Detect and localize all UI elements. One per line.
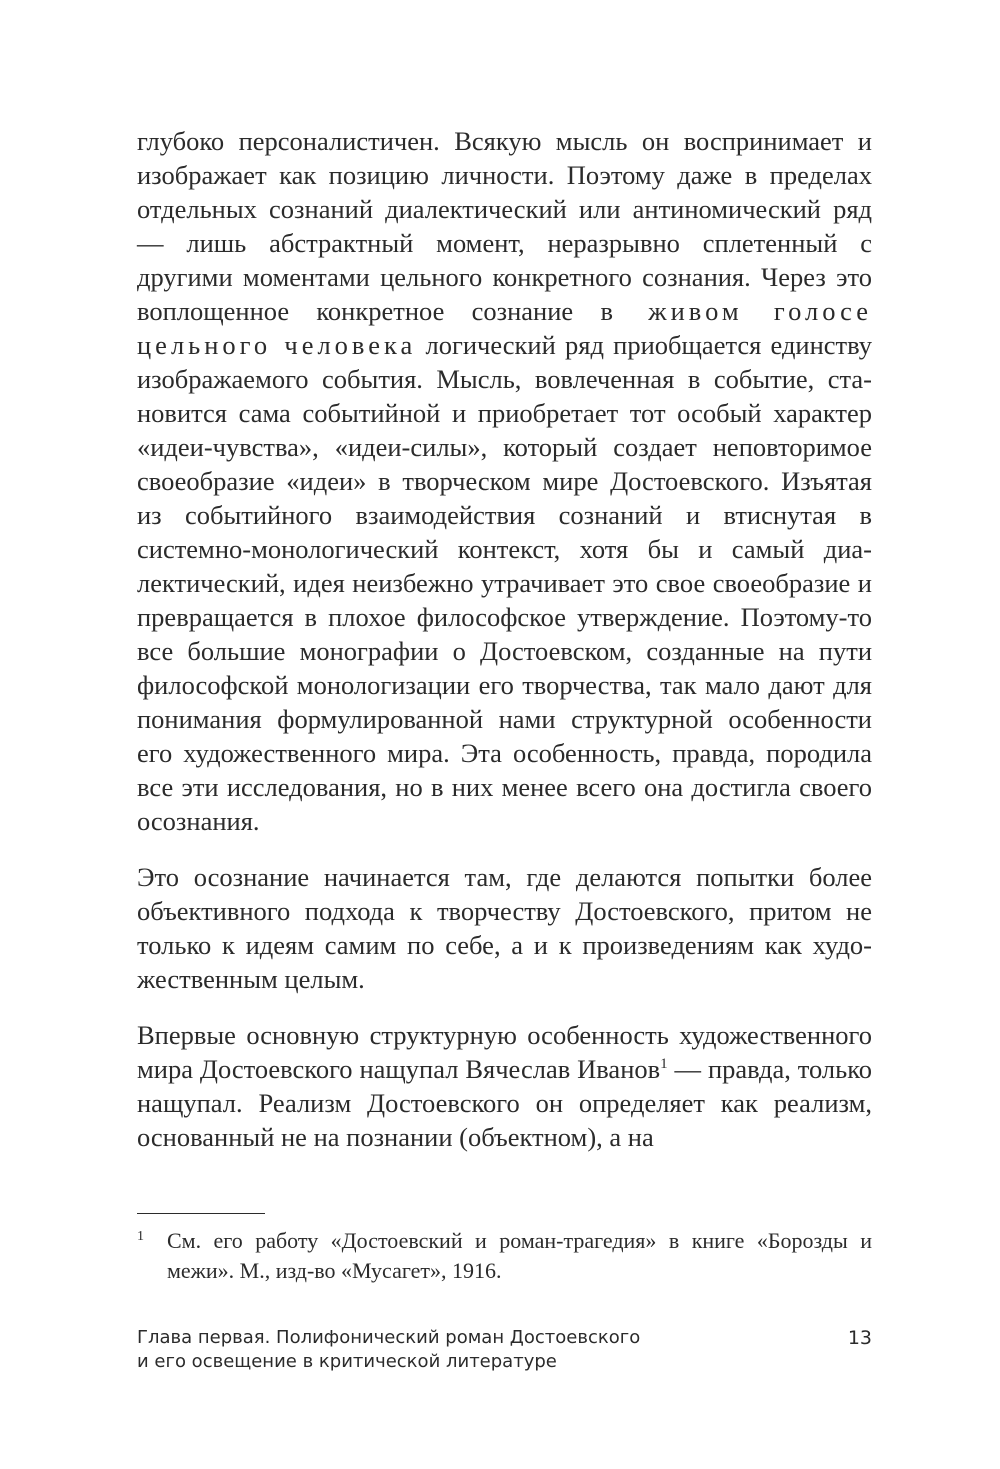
paragraph-1-spaced-emphasis: в живом голосе цельного человека bbox=[137, 296, 872, 360]
running-title-line-1: Глава первая. Полифонический роман Достоевского bbox=[137, 1327, 641, 1348]
paragraph-1 bbox=[137, 124, 872, 838]
running-title-line-2: и его освещение в критической литературе bbox=[137, 1351, 557, 1372]
page-body bbox=[137, 124, 872, 1154]
paragraph-3-text-a: Впервые основную структурную особенность художественного мира Достоевского нащупал Вячеслав Иванов bbox=[137, 1020, 872, 1084]
running-footer bbox=[137, 1326, 872, 1374]
paragraph-2: Это осознание начинается там, где делаются попытки более объективного подхода к творчеству Достоевского, притом не только к идеям самим по себе, а и к произведениям как художественным целым. bbox=[137, 862, 872, 994]
paragraph-1-text-a: глубоко персоналистичен. Всякую мысль он воспринимает и изображает как позицию личности. Поэтому даже в пределах отдельных сознаний диалектический или антиномический ряд — лишь абстрактный момент, неразрывно сплетенный с другими моментами цельного конкретного сознания. Через это воплощенное конкретное сознание bbox=[137, 126, 872, 326]
page-number: 13 bbox=[847, 1327, 872, 1349]
footnote-mark: 1 bbox=[137, 1229, 144, 1244]
footnote-divider bbox=[137, 1213, 265, 1214]
footnote bbox=[137, 1226, 872, 1286]
paragraph-3-text-b: — правда, только нащупал. Реализм Достоевского он определяет как реализм, основанный не на познании (объектном), а на bbox=[137, 1054, 872, 1152]
footnote-reference: 1 bbox=[660, 1056, 668, 1073]
paragraph-1-text-b: логический ряд приобщается единству изображаемого события. Мысль, вовлеченная в событие, становится сама событийной и приобретает тот особый характер «идеи-чувства», «идеи-силы», который создает неповторимое своеобразие «идеи» в творческом мире Достоевского. Изъятая из событийного взаимодействия сознаний и втиснутая в системно-монологический контекст, хотя бы и самый диалектический, идея неизбежно утрачивает это свое своеобразие и превращается в плохое философское утверждение. Поэтому-то все большие монографии о Достоевском, созданные на пути философской монологизации его творчества, так мало дают для понимания формулированной нами структурной особенности его художественного мира. Эта особенность, правда, породила все эти исследования, но в них менее всего она достигла своего осознания. bbox=[137, 330, 872, 836]
footnote-text: См. его работу «Достоевский и роман-трагедия» в книге «Борозды и межи». М., изд-во «Мусагет», 1916. bbox=[167, 1228, 872, 1283]
paragraph-3 bbox=[137, 1018, 872, 1154]
